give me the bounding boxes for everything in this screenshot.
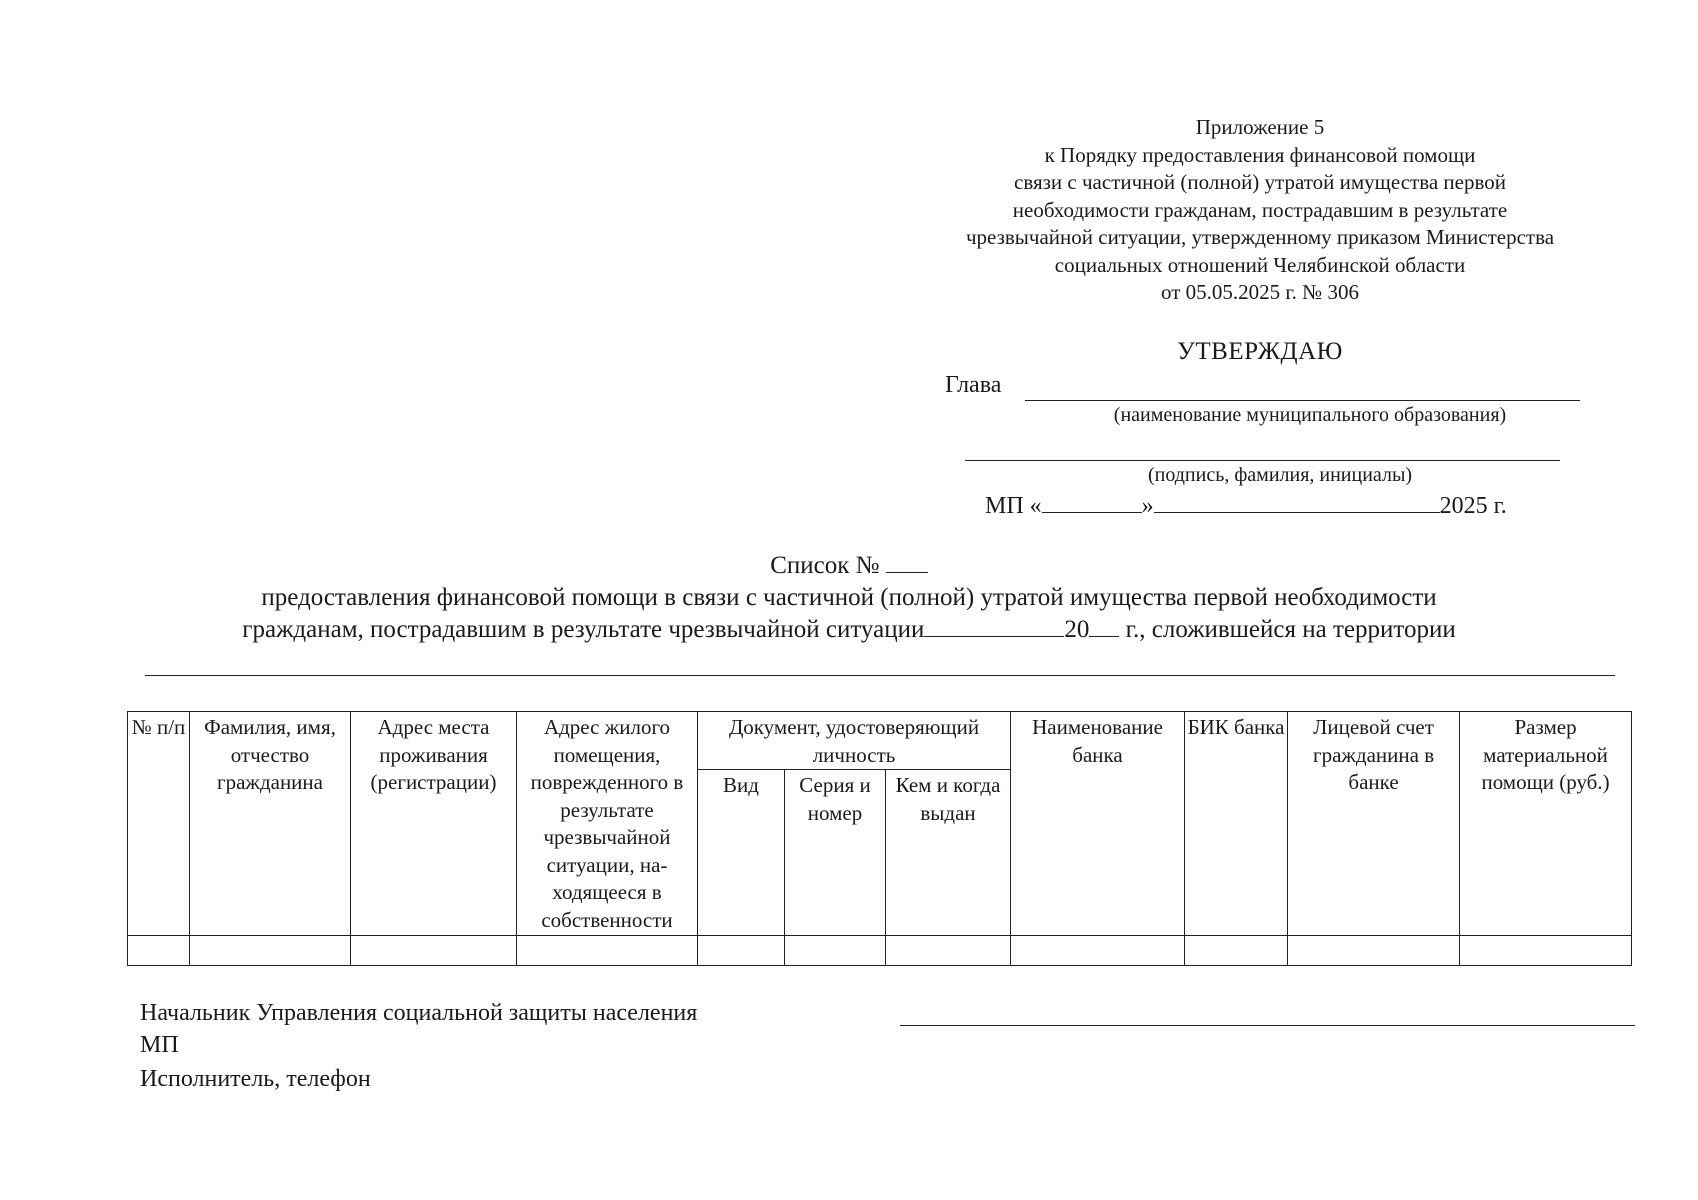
year-suffix: 2025 г.: [1439, 493, 1507, 519]
cell-doc-type[interactable]: [698, 936, 785, 966]
emergency-field[interactable]: [924, 616, 1064, 637]
month-field[interactable]: [1154, 490, 1440, 513]
cell-doc-issued[interactable]: [886, 936, 1011, 966]
seal-date-row: [985, 490, 1507, 520]
footer-head-title: Начальник Управления социальной защиты населения: [140, 1000, 698, 1026]
header-amount: Размер материальной помощи (руб.): [1460, 712, 1632, 936]
signature-line[interactable]: [965, 460, 1560, 461]
header-doc-issued: Кем и когда выдан: [886, 770, 1011, 936]
cell-account[interactable]: [1288, 936, 1460, 966]
cell-doc-series[interactable]: [785, 936, 886, 966]
footer-mp: МП: [140, 1032, 179, 1058]
list-number-field[interactable]: [886, 552, 928, 573]
list-subtitle-line-2: [0, 616, 1698, 644]
signature-caption: (подпись, фамилия, инициалы): [1147, 464, 1413, 486]
header-damaged-address: Адрес жилого помещения, поврежденного в результате чрезвычайной ситуации, на-ходящееся в собственности: [517, 712, 698, 936]
cell-residence[interactable]: [351, 936, 517, 966]
recipients-table: [127, 711, 1632, 966]
cell-num[interactable]: [128, 936, 190, 966]
municipality-caption: (наименование муниципального образования): [1113, 404, 1507, 426]
cell-amount[interactable]: [1460, 936, 1632, 966]
territory-line[interactable]: [145, 675, 1615, 676]
table-row: [128, 936, 1632, 966]
list-subtitle-line-1: предоставления финансовой помощи в связи с частичной (полной) утратой имущества первой необходимости: [261, 584, 1437, 611]
header-bank: Наименование банка: [1011, 712, 1185, 936]
cell-damaged-address[interactable]: [517, 936, 698, 966]
footer-executor: Исполнитель, телефон: [140, 1066, 371, 1092]
appendix-line: чрезвычайной ситуации, утвержденному приказом Министерства: [965, 225, 1555, 249]
list-title-row: [0, 552, 1698, 580]
cell-bank[interactable]: [1011, 936, 1185, 966]
header-num: № п/п: [128, 712, 190, 936]
header-residence: Адрес места проживания (регистрации): [351, 712, 517, 936]
seal-prefix: МП «: [985, 493, 1042, 519]
cell-bik[interactable]: [1185, 936, 1288, 966]
subtitle-text-c: г., сложившейся на территории: [1119, 616, 1456, 643]
subtitle-text-a: гражданам, пострадавшим в результате чрезвычайной ситуации: [242, 616, 925, 643]
appendix-line: Приложение 5: [1195, 115, 1325, 139]
head-signature-line[interactable]: [900, 1025, 1635, 1026]
header-document: Документ, удостоверяющий личность: [698, 712, 1011, 770]
appendix-line: связи с частичной (полной) утратой имущества первой: [1014, 170, 1506, 194]
year-prefix: 20: [1064, 616, 1090, 643]
header-fio: Фамилия, имя, отчество гражданина: [190, 712, 351, 936]
header-doc-type: Вид: [698, 770, 785, 936]
quote-close: »: [1141, 493, 1154, 519]
appendix-line: от 05.05.2025 г. № 306: [1161, 280, 1359, 304]
header-account: Лицевой счет гражданина в банке: [1288, 712, 1460, 936]
cell-fio[interactable]: [190, 936, 351, 966]
header-bik: БИК банка: [1185, 712, 1288, 936]
appendix-line: необходимости гражданам, пострадавшим в результате: [1012, 197, 1508, 222]
header-doc-series: Серия и номер: [785, 770, 886, 936]
appendix-header: [900, 114, 1620, 307]
list-title: Список №: [770, 552, 880, 579]
appendix-line: социальных отношений Челябинской области: [1054, 252, 1466, 277]
year-field[interactable]: [1089, 616, 1119, 637]
municipality-line[interactable]: [1025, 400, 1580, 401]
approval-title: УТВЕРЖДАЮ: [1177, 338, 1343, 365]
appendix-line: к Порядку предоставления финансовой помощи: [1044, 142, 1476, 167]
head-label: Глава: [945, 372, 1002, 398]
day-field[interactable]: [1042, 490, 1142, 513]
